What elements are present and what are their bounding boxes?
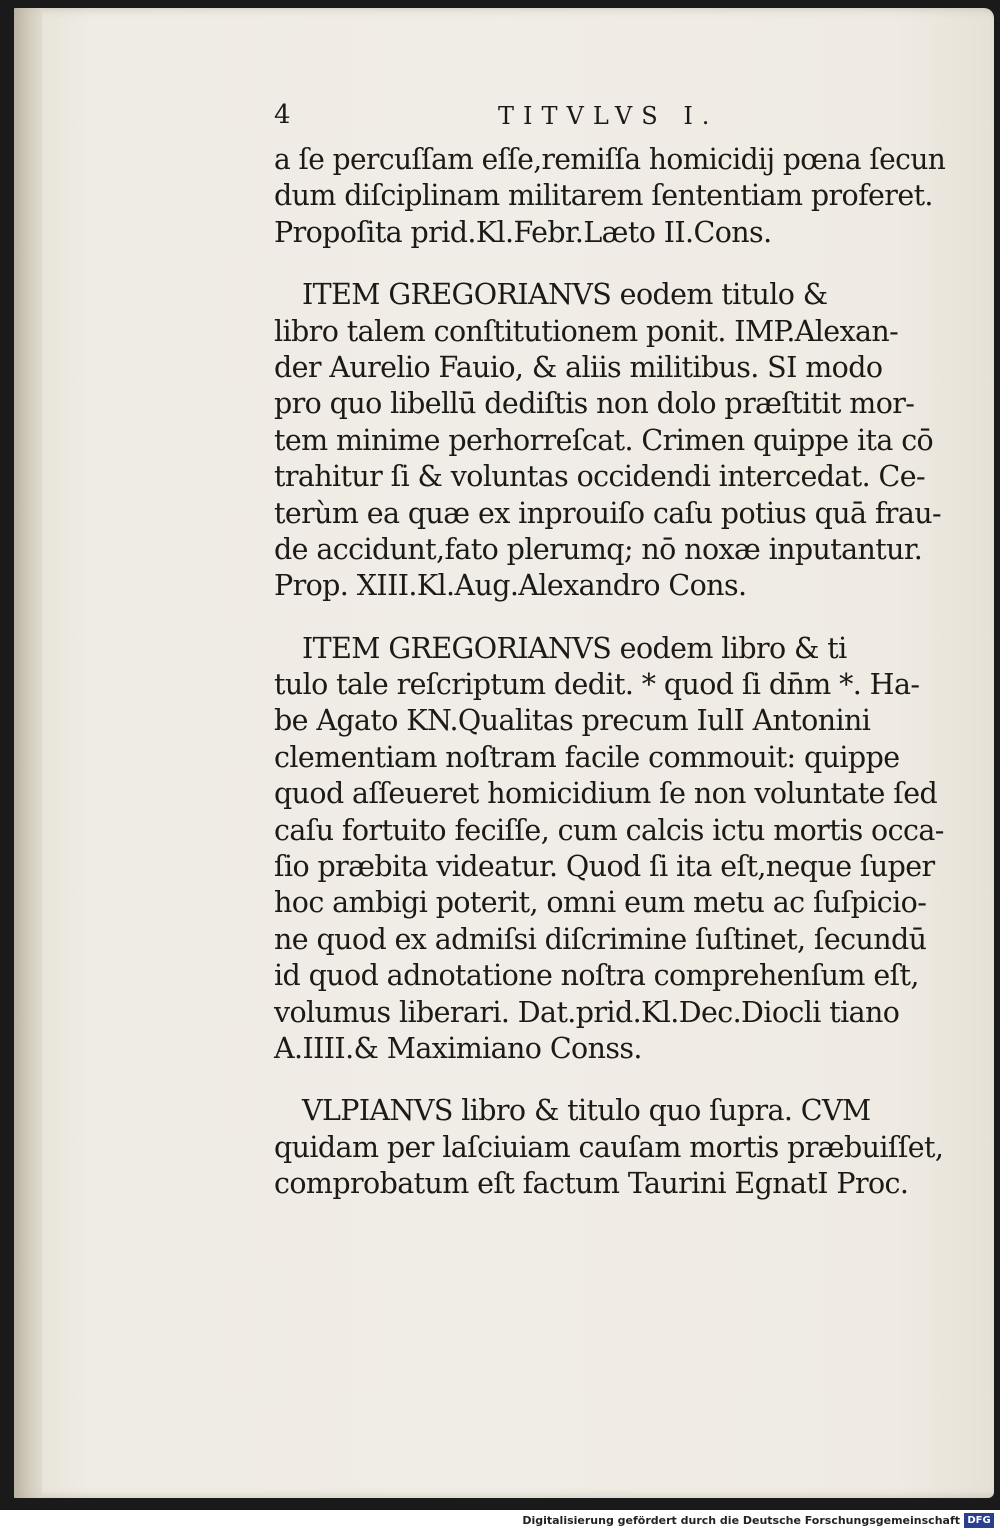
text-line: A.IIII.& Maximiano Conss. <box>274 1031 642 1065</box>
text-line: caſu fortuito feciſſe, cum calcis ictu mortis occa- <box>274 813 944 847</box>
text-line: id quod adnotatione noſtra comprehenſum eſt, <box>274 959 919 993</box>
text-line: volumus liberari. Dat.prid.Kl.Dec.Diocli tiano <box>274 995 900 1029</box>
text-line: tem minime perhorreſcat. Crimen quippe ita cō <box>274 423 934 457</box>
text-line: quod aſſeueret homicidium ſe non voluntate ſed <box>274 777 938 811</box>
paragraph <box>274 277 946 605</box>
text-line: der Aurelio Fauio, & aliis militibus. SI modo <box>274 350 883 384</box>
page-number: 4 <box>274 100 291 130</box>
text-line: a ſe percuſſam eſſe,remiſſa homicidij pœna ſecun <box>274 143 946 176</box>
text-line: trahitur ſi & voluntas occidendi intercedat. Ce- <box>274 460 926 494</box>
text-line: terùm ea quæ ex inprouiſo caſu potius quā frau- <box>274 496 942 530</box>
running-head: TITVLVS I. <box>498 102 719 130</box>
text-line: comprobatum eſt factum Taurini EgnatI Proc. <box>274 1167 909 1201</box>
body-text <box>274 142 946 1203</box>
text-line: de accidunt,fato plerumq; nō noxæ inputantur. <box>274 532 923 566</box>
text-line: ſio præbita videatur. Quod ſi ita eſt,neque ſuper <box>274 850 935 884</box>
page-gutter <box>14 8 42 1498</box>
dfg-logo-icon: DFG <box>964 1513 994 1528</box>
text-line: hoc ambigi poterit, omni eum metu ac ſuſpicio- <box>274 886 927 920</box>
paragraph <box>274 1093 946 1202</box>
text-line: dum diſciplinam militarem ſententiam proferet. <box>274 179 933 213</box>
text-line: ne quod ex admiſsi diſcrimine ſuſtinet, ſecundū <box>274 922 927 956</box>
text-line: ITEM GREGORIANVS eodem libro & ti <box>302 631 847 665</box>
text-line: VLPIANVS libro & titulo quo ſupra. CVM <box>302 1094 871 1128</box>
text-line: libro talem conſtitutionem ponit. IMP.Alexan- <box>274 314 899 348</box>
text-line: tulo tale reſcriptum dedit. * quod ſi dn̄m *. Ha- <box>274 668 920 702</box>
paragraph <box>274 142 946 251</box>
text-line: pro quo libellū dediſtis non dolo præſtitit mor- <box>274 387 915 421</box>
paragraph <box>274 631 946 1068</box>
text-line: be Agato KN.Qualitas precum IulI Antonini <box>274 704 871 738</box>
text-line: ITEM GREGORIANVS eodem titulo & <box>302 278 828 312</box>
page-header <box>274 100 734 140</box>
digitization-credit: Digitalisierung gefördert durch die Deutsche Forschungsgemeinschaft <box>522 1514 960 1527</box>
text-line: clementiam noſtram facile commouit: quippe <box>274 740 900 774</box>
text-line: quidam per laſciuiam cauſam mortis præbuiſſet, <box>274 1130 944 1164</box>
text-line: Prop. XIII.Kl.Aug.Alexandro Cons. <box>274 569 747 603</box>
text-line: Propoſita prid.Kl.Febr.Læto II.Cons. <box>274 215 772 249</box>
